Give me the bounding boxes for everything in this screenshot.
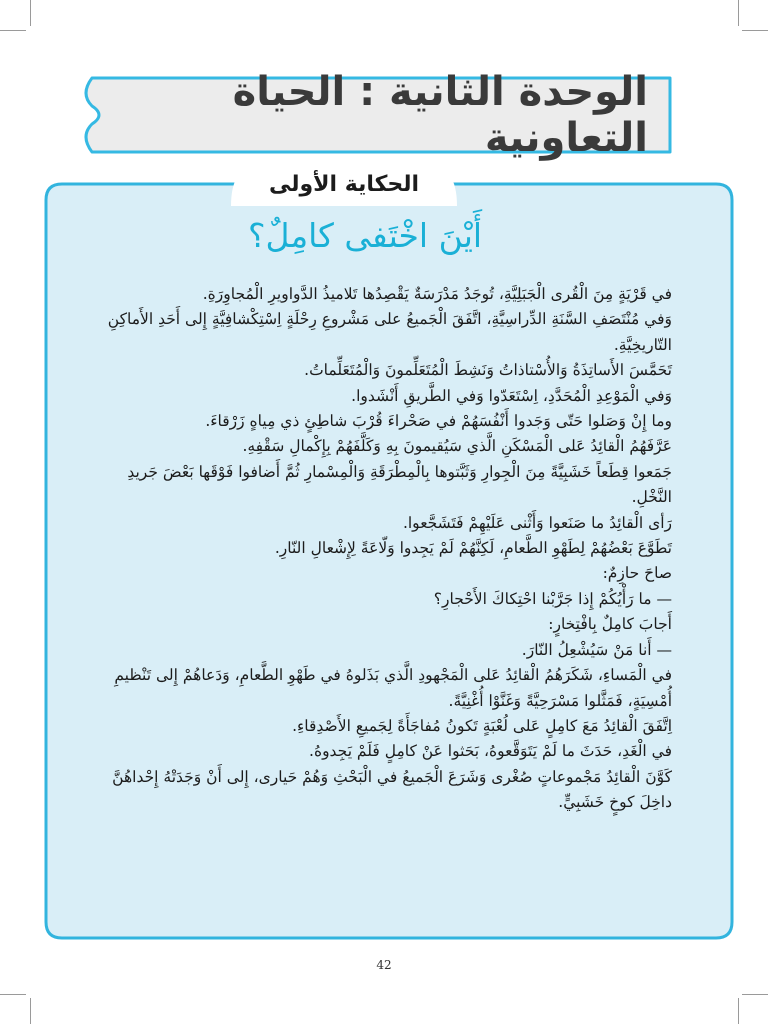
story-paragraph: تَحَمَّسَ الأَساتِذَةُ وَالأُسْتاذاتُ وَنَشِطَ الْمُتَعَلِّمونَ وَالْمُتَعَلِّماتُ. (304, 361, 672, 380)
page-number: 42 (376, 958, 392, 972)
story-paragraph: أَجابَ كامِلٌ بِافْتِخارٍ: (548, 615, 672, 634)
story-paragraph: جَمَعوا قِطَعاً خَشَبِيَّةً مِنَ الْجِوارِ وَثَبَّتوها بِالْمِطْرَقَةِ وَالْمِسْمارِ ثُمَّ أَضافوا فَوْقَها بَعْضَ جَريدِ النَّخْلِ. (127, 462, 672, 507)
story-paragraph: رَأى الْقائِدُ ما صَنَعوا وَأَثْنى عَلَيْهِمْ فَتَشَجَّعوا. (402, 513, 672, 532)
story-paragraph: تَطَوَّعَ بَعْضُهُمْ لِطَهْوِ الطَّعامِ، لَكِنَّهُمْ لَمْ يَجِدوا وَلّاعَةً لِإِشْعالِ النّارِ. (274, 539, 672, 558)
story-dialogue: — ما رَأْيُكُمْ إِذا جَرَّبْنا احْتِكاكَ الأَحْجارِ؟ (433, 589, 672, 608)
crop-mark (742, 994, 768, 995)
crop-mark (30, 998, 31, 1024)
story-paragraph: في الْغَدِ، حَدَثَ ما لَمْ يَتَوَقَّعوهُ، بَحَثوا عَنْ كامِلٍ فَلَمْ يَجِدوهُ. (309, 742, 672, 761)
crop-mark (738, 998, 739, 1024)
story-title: أَيْنَ اخْتَفى كامِلٌ؟ (247, 215, 483, 255)
story-paragraph: وما إِنْ وَصَلوا حَتّى وَجَدوا أَنْفُسَهُمْ في صَحْراءَ قُرْبَ شاطِئٍ ذي مِياهٍ زَرْقاءَ. (205, 412, 672, 431)
story-paragraph: في قَرْيَةٍ مِنَ الْقُرى الْجَبَلِيَّةِ، تُوجَدُ مَدْرَسَةٌ يَقْصِدُها تَلاميذُ الدَّواويرِ الْمُجاوِرَةِ. (202, 285, 672, 303)
crop-mark (742, 30, 768, 31)
story-paragraph: في الْمَساءِ، شَكَرَهُمُ الْقائِدُ عَلى الْمَجْهودِ الَّذي بَذَلوهُ في طَهْوِ الطَّعامِ، وَدَعاهُمْ إِلى تَنْظيمِ أُمْسِيَةٍ، فَمَثَّلوا مَسْرَحِيَّةً وَغَنَّوْا أُغْنِيَّةً. (114, 666, 672, 710)
story-label: الحكاية الأولى (268, 171, 420, 197)
story-body (92, 282, 672, 816)
story-paragraph: كَوَّنَ الْقائِدُ مَجْموعاتٍ صُغْرى وَشَرَعَ الْجَميعُ في الْبَحْثِ وَهُمْ حَيارى، إِلى أَنْ وَجَدَتْهُ إِحْداهُنَّ داخِلَ كوخٍ خَشَبِيٍّ. (112, 767, 672, 812)
crop-mark (30, 0, 31, 26)
story-paragraph: عَرَّفَهُمُ الْقائِدُ عَلى الْمَسْكَنِ الَّذي سَيُقيمونَ بِهِ وَكَلَّفَهُمْ بِإِكْمالِ سَقْفِهِ. (242, 437, 672, 456)
crop-mark (738, 0, 739, 26)
story-label-tab (230, 158, 458, 208)
story-paragraph: وَفي الْمَوْعِدِ الْمُحَدَّدِ، اِسْتَعَدّوا وَفي الطَّريقِ أَنْشَدوا. (351, 386, 672, 405)
crop-mark (0, 994, 26, 995)
story-dialogue: — أَنا مَنْ سَيُشْعِلُ النّارَ. (521, 640, 672, 659)
unit-title-banner (78, 69, 678, 161)
crop-mark (0, 30, 26, 31)
story-paragraph: صاحَ حازِمٌ: (602, 564, 672, 583)
unit-title: الوحدة الثانية : الحياة التعاونية (232, 69, 648, 161)
story-paragraph: وَفي مُنْتَصَفِ السَّنَةِ الدِّراسِيَّةِ، اتَّفَقَ الْجَميعُ على مَشْروعِ رِحْلَةٍ اِسْتِكْشافِيَّةٍ إِلى أَحَدِ الأَماكِنِ التّاريخِيَّةِ. (107, 310, 672, 354)
story-paragraph: اِتَّفَقَ الْقائِدُ مَعَ كامِلٍ عَلى لُعْبَةٍ تَكونُ مُفاجَأَةً لِجَميعِ الأَصْدِقاءِ. (292, 716, 672, 735)
